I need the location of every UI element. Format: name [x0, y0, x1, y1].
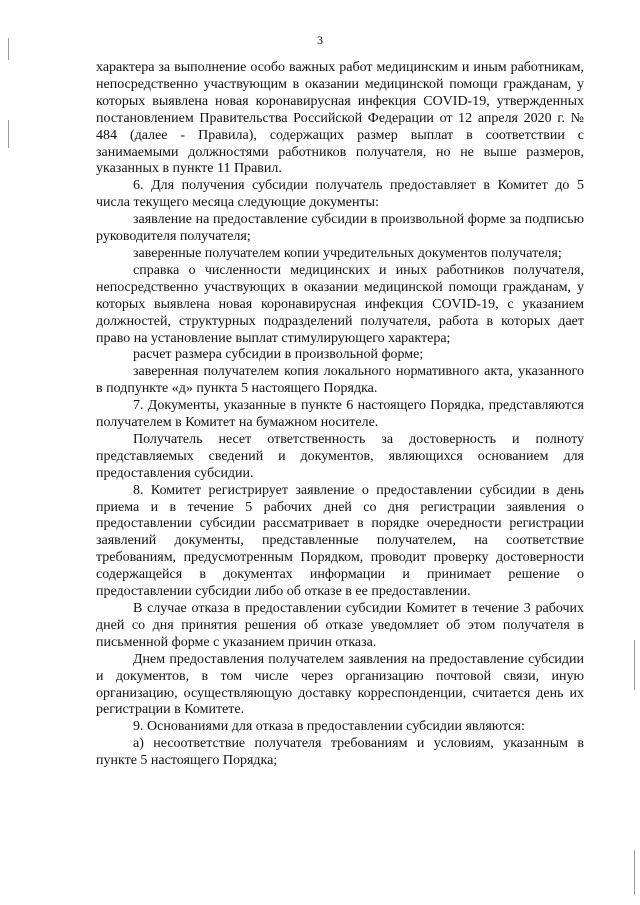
- left-margin-mark: [8, 38, 9, 60]
- paragraph-item-8: 8. Комитет регистрирует заявление о предоставлении субсидии в день приема и в течение 5 рабочих дней со дня регистрации заявления о предоставлении субсидии рассматривает в порядке очередности регистрации заявлений документы, представленные получателем, на соответствие требованиям, предусмотренным Порядком, проводит проверку достоверности содержащейся в документах информации и принимает решение о предоставлении субсидии либо об отказе в ее предоставлении.: [96, 482, 584, 600]
- paragraph-continuation: характера за выполнение особо важных работ медицинским и иным работникам, непосредственно участвующим в оказании медицинской помощи гражданам, у которых выявлена новая коронавирусная инфекция COVID-19, утвержденных постановлением Правительства Российской Федерации от 12 апреля 2020 г. № 484 (далее - Правила), содержащих размер выплат в соответствии с занимаемыми должностями работников получателя, но не выше размеров, указанных в пункте 11 Правил.: [96, 60, 584, 177]
- paragraph-item-7: 7. Документы, указанные в пункте 6 настоящего Порядка, представляются получателем в Комитет на бумажном носителе.: [96, 398, 584, 431]
- right-margin-mark: [634, 640, 635, 690]
- paragraph-document-staff-certificate: справка о численности медицинских и иных работников получателя, непосредственно участвующих в оказании медицинской помощи гражданам, у которых выявлена новая коронавирусная инфекция COVID-19, с указанием должностей, структурных подразделений получателя, работа в которых дает право на установление выплат стимулирующего характера;: [96, 262, 584, 346]
- page-number: 3: [317, 33, 323, 47]
- left-margin-mark: [8, 120, 9, 148]
- paragraph-responsibility: Получатель несет ответственность за достоверность и полноту представляемых сведений и документов, являющихся основанием для предоставления субсидии.: [96, 431, 584, 481]
- paragraph-submission-date: Днем предоставления получателем заявления на предоставление субсидии и документов, в том числе через организацию почтовой связи, иную организацию, осуществляющую доставку корреспонденции, считается день их регистрации в Комитете.: [96, 651, 584, 718]
- right-margin-mark: [634, 850, 635, 895]
- paragraph-item-6: 6. Для получения субсидии получатель предоставляет в Комитет до 5 числа текущего месяца следующие документы:: [96, 178, 584, 211]
- paragraph-document-charter-copies: заверенные получателем копии учредительных документов получателя;: [133, 245, 562, 261]
- paragraph-item-9a: а) несоответствие получателя требованиям и условиям, указанным в пункте 5 настоящего Порядка;: [96, 736, 584, 769]
- paragraph-document-local-act: заверенная получателем копия локального нормативного акта, указанного в подпункте «д» пункта 5 настоящего Порядка.: [96, 364, 584, 397]
- paragraph-item-9: 9. Основаниями для отказа в предоставлении субсидии являются:: [133, 719, 525, 735]
- document-body: [96, 60, 584, 770]
- paragraph-document-application: заявление на предоставление субсидии в произвольной форме за подписью руководителя получателя;: [96, 212, 584, 245]
- paragraph-refusal-notice: В случае отказа в предоставлении субсидии Комитет в течение 3 рабочих дней со дня принятия решения об отказе уведомляет об этом получателя в письменной форме с указанием причин отказа.: [96, 601, 584, 650]
- paragraph-document-subsidy-calculation: расчет размера субсидии в произвольной форме;: [133, 347, 424, 363]
